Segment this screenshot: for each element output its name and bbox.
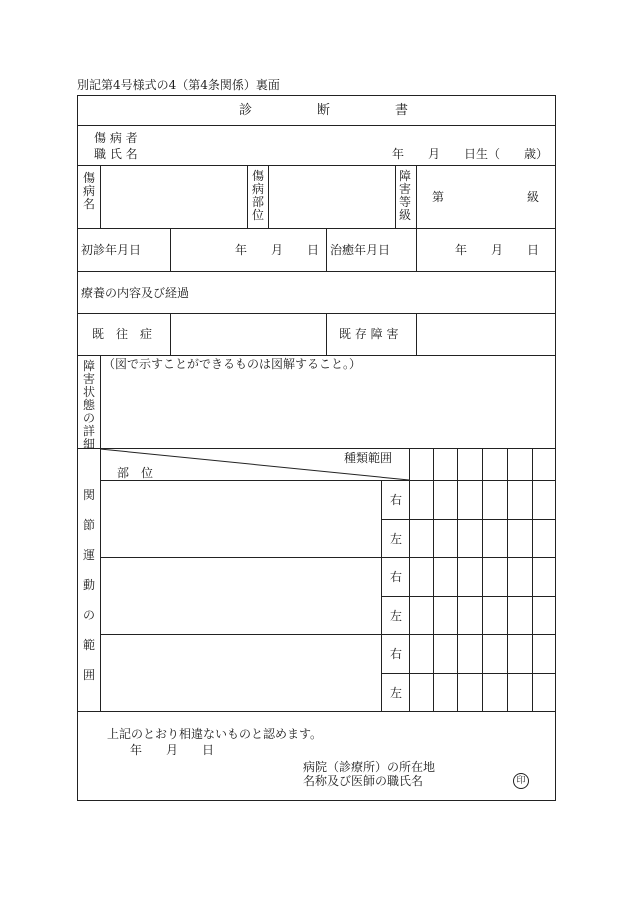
past-disability-label: 既 存 障 害 bbox=[339, 327, 399, 341]
certify-date[interactable]: 年 月 日 bbox=[130, 743, 215, 757]
rom-right-label: 右 bbox=[390, 493, 403, 507]
hospital-address-label: 病院（診療所）の所在地 bbox=[303, 760, 436, 774]
first-visit-label: 初診年月日 bbox=[81, 243, 142, 257]
rom-label: 関節運動の範囲 bbox=[82, 488, 95, 682]
cure-date-label: 治癒年月日 bbox=[330, 243, 391, 257]
disability-grade-label: 障害等級 bbox=[398, 169, 411, 222]
rom-right-label: 右 bbox=[390, 647, 403, 661]
rom-left-label: 左 bbox=[390, 609, 403, 623]
patient-label-line1: 傷 病 者 bbox=[94, 131, 138, 145]
seal-mark: 印 bbox=[513, 773, 529, 789]
document-title: 診 断 書 bbox=[239, 103, 409, 118]
detail-label: 障害状態の詳細 bbox=[82, 359, 95, 451]
rom-header-part: 部 位 bbox=[117, 466, 154, 480]
birth-date-field[interactable]: 年 月 日生（ 歳） bbox=[392, 147, 549, 161]
detail-note: （図で示すことができるものは図解すること。） bbox=[103, 357, 362, 371]
injury-site-label: 傷病部位 bbox=[251, 169, 264, 222]
patient-label-line2: 職 氏 名 bbox=[94, 147, 138, 161]
rom-left-label: 左 bbox=[390, 532, 403, 546]
rom-left-label: 左 bbox=[390, 686, 403, 700]
rom-right-label: 右 bbox=[390, 570, 403, 584]
grade-suffix: 級 bbox=[527, 190, 540, 204]
certify-text: 上記のとおり相違ないものと認めます。 bbox=[107, 727, 323, 741]
injury-name-label: 傷病名 bbox=[82, 171, 95, 211]
grade-prefix: 第 bbox=[432, 190, 445, 204]
form-header-caption: 別記第4号様式の4（第4条関係）裏面 bbox=[77, 78, 280, 92]
doctor-name-label: 名称及び医師の職氏名 bbox=[303, 774, 424, 788]
first-visit-date[interactable]: 年 月 日 bbox=[235, 243, 320, 257]
cure-date[interactable]: 年 月 日 bbox=[455, 243, 540, 257]
past-illness-label: 既 往 症 bbox=[92, 327, 153, 341]
treatment-label: 療養の内容及び経過 bbox=[81, 286, 190, 300]
rom-header-kind: 種類範囲 bbox=[344, 451, 393, 465]
